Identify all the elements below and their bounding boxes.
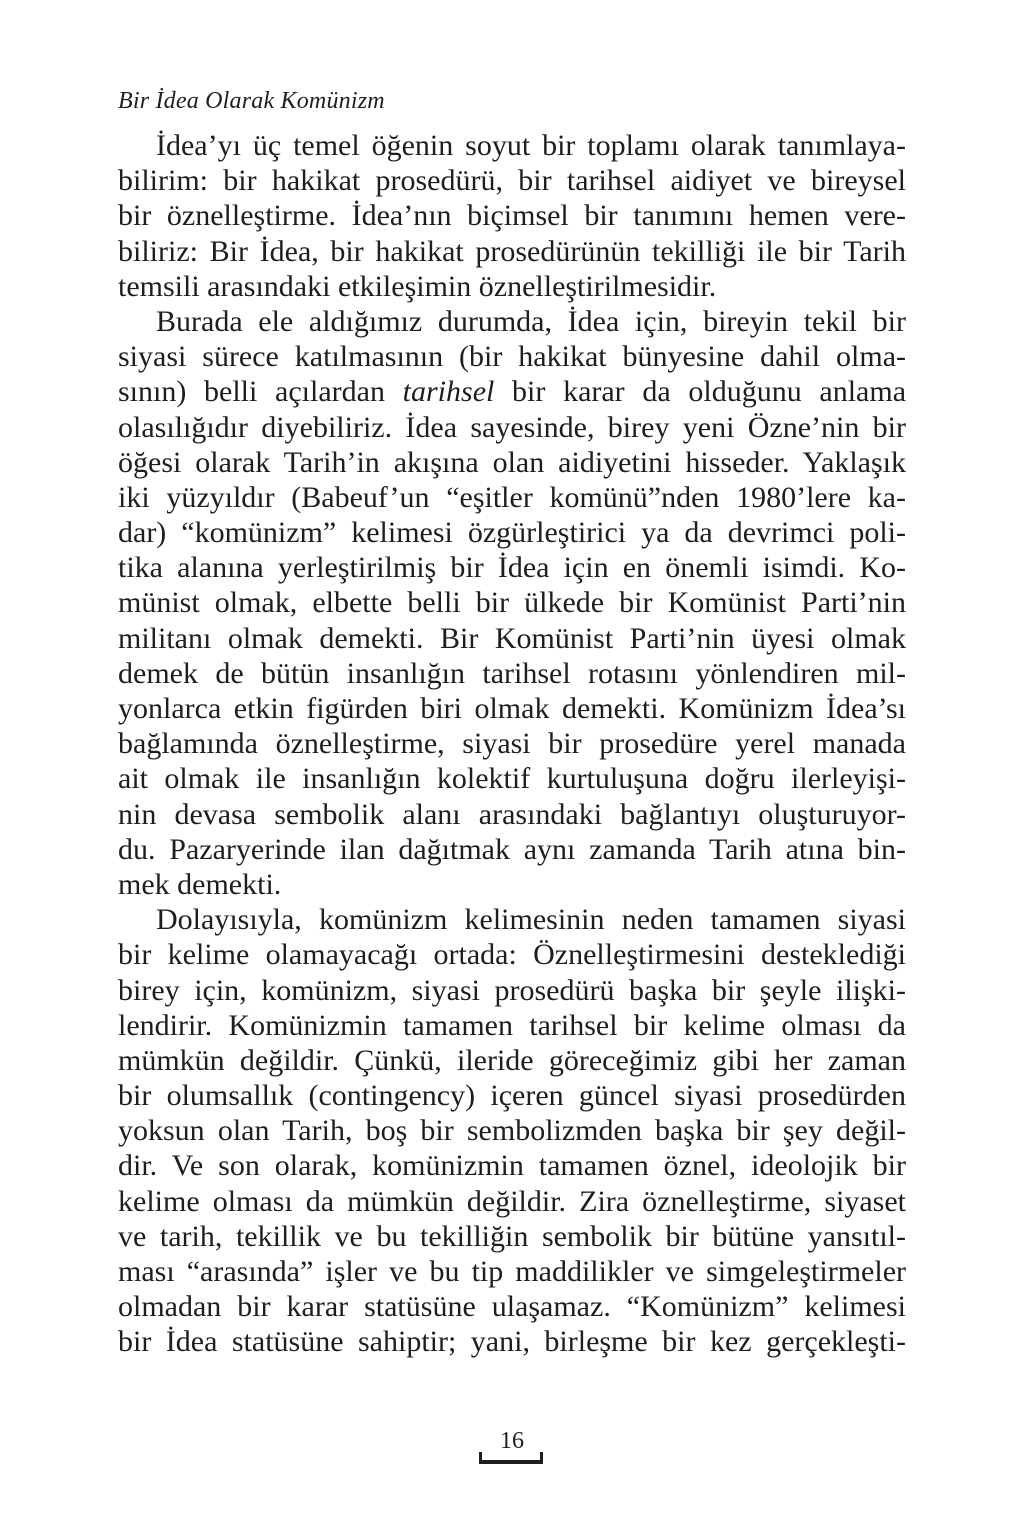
text-line: tika alanına yerleştirilmiş bir İdea için en önemli isimdi. Ko- xyxy=(118,551,906,585)
text-line: Dolayısıyla, komünizm kelimesinin neden tamamen siyasi xyxy=(156,903,906,937)
text-line: du. Pazaryerinde ilan dağıtmak aynı zamanda Tarih atına bin- xyxy=(118,832,906,866)
body-text xyxy=(118,128,906,1360)
text-line: bir kelime olamayacağı ortada: Öznelleştirmesini desteklediği xyxy=(118,938,906,972)
text-line: siyasi sürece katılmasının (bir hakikat bünyesine dahil olma- xyxy=(118,340,906,374)
text-line: militanı olmak demekti. Bir Komünist Parti’nin üyesi olmak xyxy=(118,621,906,655)
text-line: yonlarca etkin figürden biri olmak demekti. Komünizm İdea’sı xyxy=(118,692,906,725)
text-line: iki yüzyıldır (Babeuf’un “eşitler komünü”nden 1980’lere ka- xyxy=(118,480,906,514)
text-line: dar) “komünizm” kelimesi özgürleştirici ya da devrimci poli- xyxy=(118,516,906,550)
text-line: yoksun olan Tarih, boş bir sembolizmden başka bir şey değil- xyxy=(118,1114,906,1148)
text-line: dir. Ve son olarak, komünizmin tamamen öznel, ideolojik bir xyxy=(118,1149,906,1183)
text-segment: sının) belli açılardan xyxy=(118,375,385,409)
text-line: İdea’yı üç temel öğenin soyut bir toplamı olarak tanımlaya- xyxy=(156,129,906,162)
text-line: bağlamında öznelleştirme, siyasi bir prosedüre yerel manada xyxy=(118,727,906,761)
text-line: lendirir. Komünizmin tamamen tarihsel bir kelime olması da xyxy=(118,1008,906,1042)
page-number-rule xyxy=(479,1460,543,1464)
text-line: mümkün değildir. Çünkü, ileride göreceğimiz gibi her zaman xyxy=(118,1043,906,1077)
running-header: Bir İdea Olarak Komünizm xyxy=(118,88,385,114)
text-segment: bir karar da olduğunu anlama xyxy=(512,375,907,409)
text-line: ve tarih, tekillik ve bu tekilliğin sembolik bir bütüne yansıtıl- xyxy=(118,1219,906,1253)
text-line: mek demekti. xyxy=(118,867,282,901)
text-line: münist olmak, elbette belli bir ülkede bir Komünist Parti’nin xyxy=(118,586,906,620)
text-line: bir olumsallık (contingency) içeren güncel siyasi prosedürden xyxy=(118,1079,906,1113)
text-line: bir İdea statüsüne sahiptir; yani, birleşme bir kez gerçekleşti- xyxy=(118,1325,906,1359)
emphasized-word: tarihsel xyxy=(402,375,495,409)
text-line: kelime olması da mümkün değildir. Zira öznelleştirme, siyaset xyxy=(118,1184,906,1218)
text-line: nin devasa sembolik alanı arasındaki bağlantıyı oluşturuyor- xyxy=(118,797,906,831)
text-line: demek de bütün insanlığın tarihsel rotasını yönlendiren mil- xyxy=(118,656,906,690)
text-line: olmadan bir karar statüsüne ulaşamaz. “Komünizm” kelimesi xyxy=(118,1290,906,1324)
text-line-with-emphasis xyxy=(118,374,906,409)
text-line: bir öznelleştirme. İdea’nın biçimsel bir tanımını hemen vere- xyxy=(118,199,906,233)
text-line: ait olmak ile insanlığın kolektif kurtuluşuna doğru ilerleyişi- xyxy=(118,762,906,796)
text-line: ması “arasında” işler ve bu tip maddilikler ve simgeleştirmeler xyxy=(118,1255,906,1288)
text-line: öğesi olarak Tarih’in akışına olan aidiyetini hisseder. Yaklaşık xyxy=(118,445,906,479)
text-line: biliriz: Bir İdea, bir hakikat prosedürünün tekilliği ile bir Tarih xyxy=(118,234,906,268)
text-line: bilirim: bir hakikat prosedürü, bir tarihsel aidiyet ve bireysel xyxy=(118,164,906,198)
text-line: birey için, komünizm, siyasi prosedürü başka bir şeyle ilişki- xyxy=(118,973,906,1007)
text-line: temsili arasındaki etkileşimin öznelleştirilmesidir. xyxy=(118,269,717,303)
page-number: 16 xyxy=(500,1428,524,1454)
text-line: olasılığıdır diyebiliriz. İdea sayesinde, birey yeni Özne’nin bir xyxy=(118,410,906,444)
text-line: Burada ele aldığımız durumda, İdea için, bireyin tekil bir xyxy=(156,304,906,338)
